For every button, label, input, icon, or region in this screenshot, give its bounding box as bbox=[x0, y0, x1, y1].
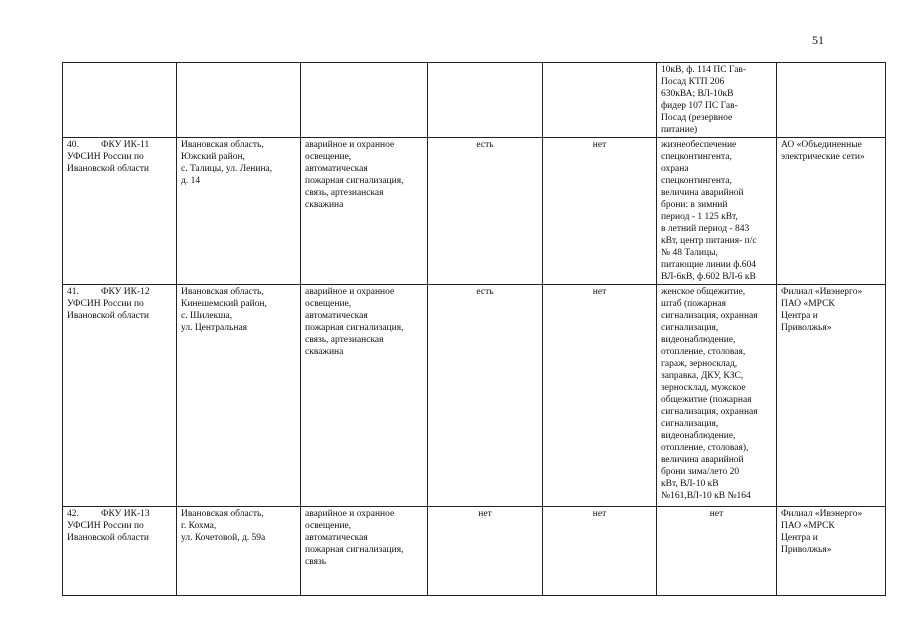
row-number: 42. bbox=[67, 509, 79, 519]
address-cell: Ивановская область, г. Кохма, ул. Кочетовой, д. 59а bbox=[177, 507, 301, 596]
details-cell: нет bbox=[657, 507, 777, 596]
row-number: 40. bbox=[67, 140, 79, 150]
security-systems-cell: аварийное и охранное освещение, автоматическая пожарная сигнализация, связь bbox=[301, 507, 428, 596]
column-5-cell: нет bbox=[428, 507, 543, 596]
page-number: 51 bbox=[812, 33, 824, 47]
details-cell: жизнеобеспечение спецконтингента, охрана спецконтингента, величина аварийной брони: в зимний период - 1 125 кВт, в летний период - 843 кВт, центр питания- п/с № 48 Талицы, питающие линии ф.604 ВЛ-6кВ, ф.602 ВЛ-6 кВ bbox=[657, 138, 777, 285]
table-row bbox=[63, 507, 886, 596]
facility-name-cell: 41. ФКУ ИК-12 УФСИН России по Ивановской области bbox=[63, 285, 177, 507]
security-systems-cell: аварийное и охранное освещение, автоматическая пожарная сигнализация, связь, артезианская скважина bbox=[301, 285, 428, 507]
row-number: 41. bbox=[67, 287, 79, 297]
facility-name-cell: 40. ФКУ ИК-11 УФСИН России по Ивановской области bbox=[63, 138, 177, 285]
column-6-cell: нет bbox=[543, 138, 657, 285]
facilities-table bbox=[62, 62, 886, 596]
supplier-cell: Филиал «Ивэнерго» ПАО «МРСК Центра и Приволжья» bbox=[777, 507, 886, 596]
supplier-cell: Филиал «Ивэнерго» ПАО «МРСК Центра и Приволжья» bbox=[777, 285, 886, 507]
security-systems-cell bbox=[301, 63, 428, 138]
column-5-cell: есть bbox=[428, 138, 543, 285]
details-cell: женское общежитие, штаб (пожарная сигнализация, охранная сигнализация, видеонаблюдение, отопление, столовая, гараж, зерносклад, заправка, ДКУ, КЗС, зерносклад, мужское общежитие (пожарная сигнализация, охранная сигнализация, видеонаблюдение, отопление, столовая), величина аварийной брони зима/лето 20 кВт, ВЛ-10 кВ №161,ВЛ-10 кВ №164 bbox=[657, 285, 777, 507]
column-6-cell: нет bbox=[543, 285, 657, 507]
details-cell: 10кВ, ф. 114 ПС Гав- Посад КТП 206 630кВА; ВЛ-10кВ фидер 107 ПС Гав- Посад (резервное питание) bbox=[657, 63, 777, 138]
address-cell bbox=[177, 63, 301, 138]
address-cell: Ивановская область, Кинешемский район, с. Шилекша, ул. Центральная bbox=[177, 285, 301, 507]
facility-name-cell bbox=[63, 63, 177, 138]
column-6-cell bbox=[543, 63, 657, 138]
address-cell: Ивановская область, Южский район, с. Талицы, ул. Ленина, д. 14 bbox=[177, 138, 301, 285]
supplier-cell bbox=[777, 63, 886, 138]
column-5-cell: есть bbox=[428, 285, 543, 507]
column-6-cell: нет bbox=[543, 507, 657, 596]
facility-name-cell: 42. ФКУ ИК-13 УФСИН России по Ивановской области bbox=[63, 507, 177, 596]
supplier-cell: АО «Объединенные электрические сети» bbox=[777, 138, 886, 285]
table-row bbox=[63, 285, 886, 507]
security-systems-cell: аварийное и охранное освещение, автоматическая пожарная сигнализация, связь, артезианская скважина bbox=[301, 138, 428, 285]
table-row bbox=[63, 138, 886, 285]
table-row bbox=[63, 63, 886, 138]
column-5-cell bbox=[428, 63, 543, 138]
